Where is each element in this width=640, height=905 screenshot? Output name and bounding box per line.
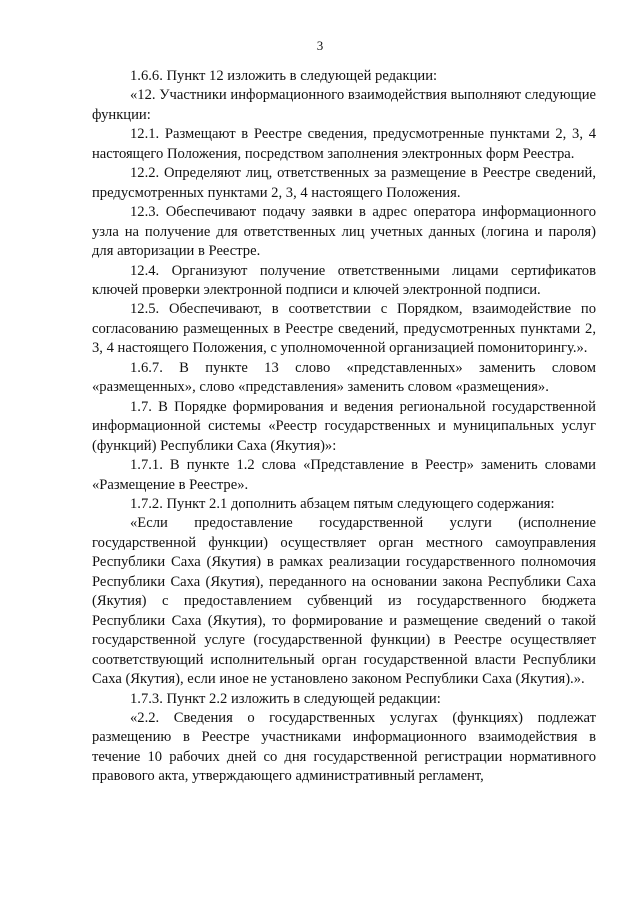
paragraph-1-7: 1.7. В Порядке формирования и ведения региональной государственной информационной системы «Реестр государственных и муниципальных услуг (функций) Республики Саха (Якутия)»:	[92, 398, 596, 454]
paragraph-12-4: 12.4. Организуют получение ответственными лицами сертификатов ключей проверки электронной подписи и ключей электронной подписи.	[92, 262, 596, 298]
paragraph-2-2: «2.2. Сведения о государственных услугах (функциях) подлежат размещению в Реестре участниками информационного взаимодействия в течение 10 рабочих дней со дня государственной регистрации нормативного правового акта, утверждающего административный регламент,	[92, 709, 596, 785]
paragraph-12-3: 12.3. Обеспечивают подачу заявки в адрес оператора информационного узла на получение для ответственных лиц учетных данных (логина и пароля) для авторизации в Реестре.	[92, 204, 596, 260]
document-body	[92, 67, 596, 787]
paragraph-1-7-3: 1.7.3. Пункт 2.2 изложить в следующей редакции:	[130, 690, 441, 707]
paragraph-fifth-abzac: «Если предоставление государственной услуги (исполнение государственной функции) осуществляет орган местного самоуправления Республики Саха (Якутия) в рамках реализации государственного полномочия Республики Саха (Якутия), переданного на основании закона Республики Саха (Якутия) с предоставлением субвенций из государственного бюджета Республики Саха (Якутия), то формирование и размещение сведений о такой государственной услуге (государственной функции) в Реестре осуществляет соответствующий исполнительный орган государственной власти Республики Саха (Якутия), если иное не установлено законом Республики Саха (Якутия).».	[92, 515, 596, 688]
paragraph-1-7-2: 1.7.2. Пункт 2.1 дополнить абзацем пятым следующего содержания:	[130, 495, 555, 512]
paragraph-12-5: 12.5. Обеспечивают, в соответствии с Порядком, взаимодействие по согласованию размещенных в Реестре сведений, предусмотренных пунктами 2, 3, 4 настоящего Положения, с уполномоченной организацией помониторингу.».	[92, 301, 596, 357]
page-number: 3	[316, 38, 324, 53]
paragraph-12-intro: «12. Участники информационного взаимодействия выполняют следующие функции:	[92, 87, 596, 123]
paragraph-12-1: 12.1. Размещают в Реестре сведения, предусмотренные пунктами 2, 3, 4 настоящего Положения, посредством заполнения электронных форм Реестра.	[92, 126, 596, 162]
paragraph-1-7-1: 1.7.1. В пункте 1.2 слова «Представление в Реестр» заменить словами «Размещение в Реестре».	[92, 457, 596, 493]
paragraph-1-6-7: 1.6.7. В пункте 13 слово «представленных» заменить словом «размещенных», слово «представления» заменить словом «размещения».	[92, 359, 596, 396]
paragraph-1-6-6: 1.6.6. Пункт 12 изложить в следующей редакции:	[130, 68, 438, 84]
paragraph-12-2: 12.2. Определяют лиц, ответственных за размещение в Реестре сведений, предусмотренных пунктами 2, 3, 4 настоящего Положения.	[92, 165, 596, 201]
